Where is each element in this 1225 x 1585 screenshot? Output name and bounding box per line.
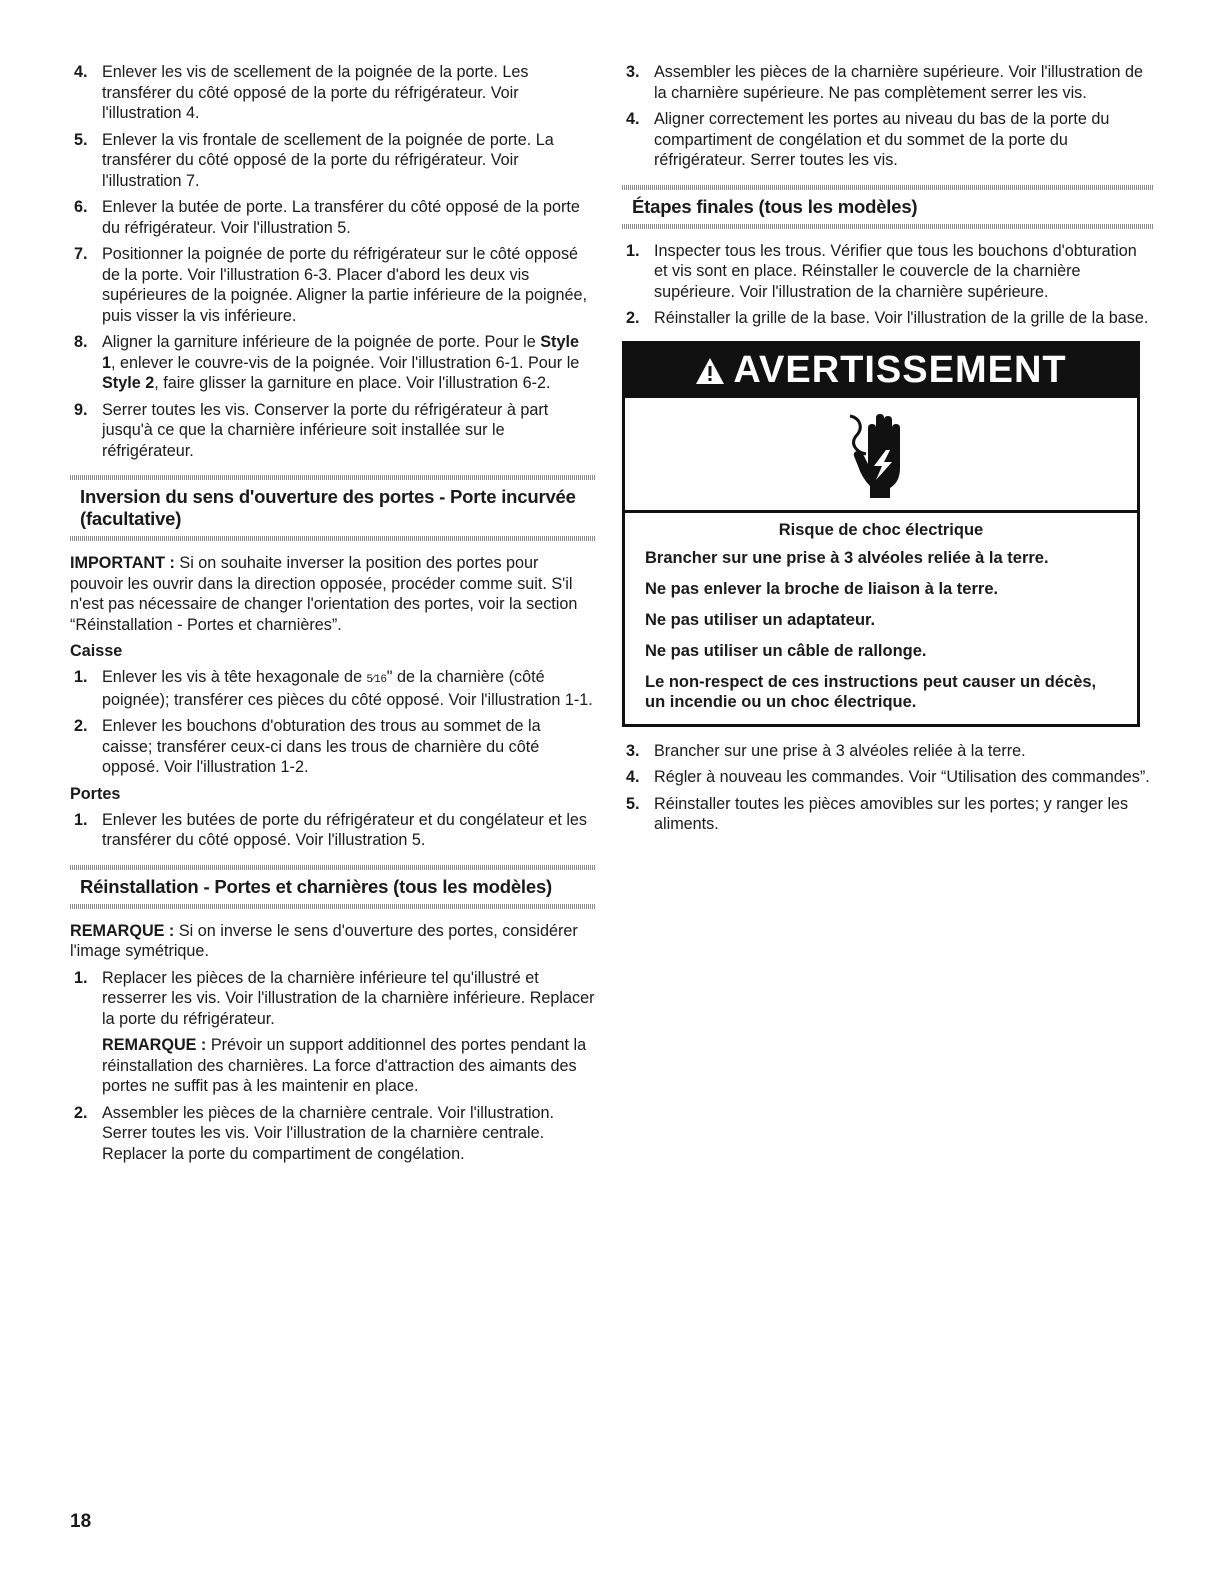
warning-line: Ne pas utiliser un adaptateur. <box>645 610 876 629</box>
divider <box>70 865 595 870</box>
warning-line: Ne pas utiliser un câble de rallonge. <box>645 641 927 660</box>
list-item: 1. Inspecter tous les trous. Vérifier que tous les bouchons d'obturation et vis sont en place. Réinstaller le couvercle de la charnière supérieure. Voir l'illustration de la charnière supérieure. <box>626 241 1137 301</box>
divider <box>622 185 1154 190</box>
list-item: 1. Replacer les pièces de la charnière inférieure tel qu'illustré et resserrer les vis. Voir l'illustration de la charnière inférieure. Replacer la porte du réfrigérateur. REMARQUE : Prévoir un support additionnel des portes pendant la réinstallation des charnières. La force d'attraction des aimants des portes ne suffit pas à les maintenir en place. <box>74 968 595 1095</box>
steps-list-top-left <box>70 62 595 461</box>
steps-list-reinstall <box>70 968 595 1165</box>
list-item: 3. Brancher sur une prise à 3 alvéoles reliée à la terre. <box>626 741 1026 760</box>
subheading-caisse: Caisse <box>70 642 123 660</box>
list-item: 8. Aligner la garniture inférieure de la poignée de porte. Pour le Style 1, enlever le couvre-vis de la poignée. Voir l'illustration 6-1. Pour le Style 2, faire glisser la garniture en place. Voir l'illustration 6-2. <box>74 333 580 392</box>
warning-line: Le non-respect de ces instructions peut causer un décès, un incendie ou un choc électrique. <box>645 672 1097 711</box>
list-item: 4. Aligner correctement les portes au niveau du bas de la porte du compartiment de congélation et du sommet de la porte du réfrigérateur. Serrer toutes les vis. <box>626 110 1110 169</box>
divider <box>70 536 595 541</box>
list-item: 7. Positionner la poignée de porte du réfrigérateur sur le côté opposé de la porte. Voir l'illustration 6-3. Placer d'abord les deux vis supérieures de la poignée. Aligner la partie inférieure de la poignée, puis visser la vis inférieure. <box>74 245 588 325</box>
list-item: 2. Enlever les bouchons d'obturation des trous au sommet de la caisse; transférer ceux-ci dans les trous de charnière du côté opposé. Voir l'illustration 1-2. <box>74 717 541 776</box>
steps-list-caisse <box>70 667 595 778</box>
divider <box>70 904 595 909</box>
remarque-paragraph: REMARQUE : Si on inverse le sens d'ouverture des portes, considérer l'image symétrique. <box>70 921 578 960</box>
note-paragraph: REMARQUE : Prévoir un support additionnel des portes pendant la réinstallation des charnières. La force d'attraction des aimants des portes ne suffit pas à les maintenir en place. <box>102 1036 587 1095</box>
right-column <box>622 62 1154 841</box>
left-column <box>70 62 595 1170</box>
list-item: 5. Réinstaller toutes les pièces amovibles sur les portes; y ranger les aliments. <box>626 794 1129 833</box>
steps-list-final <box>622 241 1154 329</box>
section-heading-inversion: Inversion du sens d'ouverture des portes - Porte incurvée (facultative) <box>70 475 595 541</box>
list-item: 3. Assembler les pièces de la charnière supérieure. Voir l'illustration de la charnière supérieure. Ne pas complètement serrer les vis. <box>626 63 1143 102</box>
list-item: 1. Enlever les vis à tête hexagonale de 5⁄16" de la charnière (côté poignée); transférer ces pièces du côté opposé. Voir l'illustration 1-1. <box>74 668 593 709</box>
list-item: 2. Réinstaller la grille de la base. Voir l'illustration de la grille de la base. <box>626 309 1149 327</box>
electric-shock-hand-icon <box>846 406 916 502</box>
steps-list-top-right <box>622 62 1154 171</box>
warning-box <box>622 341 1140 727</box>
list-item: 4. Régler à nouveau les commandes. Voir “Utilisation des commandes”. <box>626 768 1150 786</box>
warning-title: Risque de choc électrique <box>778 520 984 539</box>
list-item: 2. Assembler les pièces de la charnière centrale. Voir l'illustration. Serrer toutes les vis. Voir l'illustration de la charnière centrale. Replacer la porte du compartiment de congélation. <box>74 1103 555 1163</box>
divider <box>70 475 595 480</box>
warning-triangle-icon <box>695 357 725 385</box>
steps-list-portes <box>70 810 595 851</box>
list-item: 9. Serrer toutes les vis. Conserver la porte du réfrigérateur à part jusqu'à ce que la charnière inférieure soit installée sur le réfrigérateur. <box>74 400 549 460</box>
list-item: 1. Enlever les butées de porte du réfrigérateur et du congélateur et les transférer du côté opposé. Voir l'illustration 5. <box>74 810 588 849</box>
important-paragraph: IMPORTANT : Si on souhaite inverser la position des portes pour pouvoir les ouvrir dans la direction opposée, procéder comme suit. S'il n'est pas nécessaire de changer l'orientation des portes, voir la section “Réinstallation - Portes et charnières”. <box>70 554 578 634</box>
list-item: 6. Enlever la butée de porte. La transférer du côté opposé de la porte du réfrigérateur. Voir l'illustration 5. <box>74 198 580 237</box>
page-number: 18 <box>70 1511 92 1532</box>
section-heading-reinstallation: Réinstallation - Portes et charnières (tous les modèles) <box>70 865 595 909</box>
divider <box>622 224 1154 229</box>
warning-line: Ne pas enlever la broche de liaison à la terre. <box>645 579 999 598</box>
steps-list-bottom-right <box>622 741 1154 835</box>
warning-header: AVERTISSEMENT <box>625 344 1137 398</box>
list-item: 5. Enlever la vis frontale de scellement de la poignée de porte. La transférer du côté opposé de la porte du réfrigérateur. Voir l'illustration 7. <box>74 130 554 190</box>
warning-line: Brancher sur une prise à 3 alvéoles reliée à la terre. <box>645 548 1049 567</box>
list-item: 4. Enlever les vis de scellement de la poignée de la porte. Les transférer du côté opposé de la porte du réfrigérateur. Voir l'illustration 4. <box>74 63 529 122</box>
section-heading-etapes-finales: Étapes finales (tous les modèles) <box>622 185 1154 229</box>
subheading-portes: Portes <box>70 784 121 803</box>
